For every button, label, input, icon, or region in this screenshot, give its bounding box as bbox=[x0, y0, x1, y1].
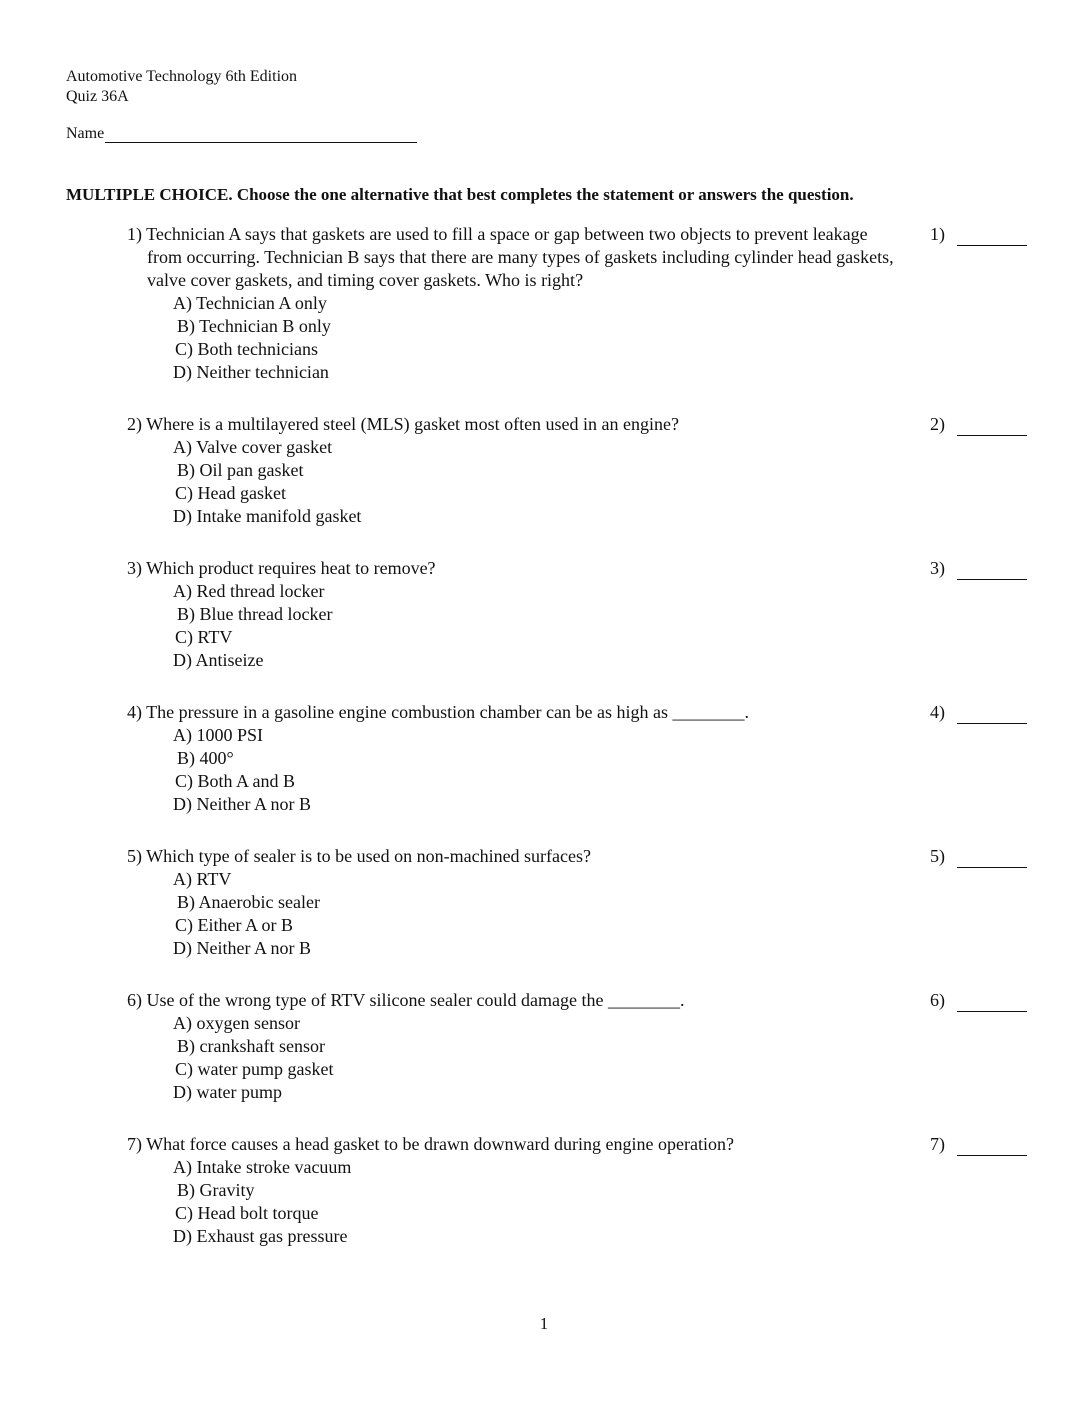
answer-label: 2) bbox=[930, 414, 945, 434]
answer-blank[interactable] bbox=[957, 561, 1027, 580]
answer-blank[interactable] bbox=[957, 705, 1027, 724]
answer-blank[interactable] bbox=[957, 849, 1027, 868]
question-3 bbox=[127, 557, 1067, 672]
question-stem: 1) Technician A says that gaskets are used to fill a space or gap between two objects to prevent leakage from occurring. Technician B says that there are many types of gaskets including cylinder head gaskets, valve cover gaskets, and timing cover gaskets. Who is right? bbox=[127, 224, 894, 290]
answer-slot bbox=[930, 845, 1027, 868]
option-b: B) Blue thread locker bbox=[177, 604, 333, 624]
answer-slot bbox=[930, 701, 1027, 724]
option-a: A) Valve cover gasket bbox=[173, 437, 333, 457]
option-d: D) Neither A nor B bbox=[173, 794, 311, 814]
answer-label: 4) bbox=[930, 702, 945, 722]
answer-slot bbox=[930, 223, 1027, 246]
answer-blank[interactable] bbox=[957, 227, 1027, 246]
option-d: D) water pump bbox=[173, 1082, 282, 1102]
question-7 bbox=[127, 1133, 1067, 1248]
answer-blank[interactable] bbox=[957, 417, 1027, 436]
name-label: Name bbox=[66, 125, 105, 142]
option-d: D) Intake manifold gasket bbox=[173, 506, 362, 526]
option-b: B) crankshaft sensor bbox=[177, 1036, 325, 1056]
option-b: B) Technician B only bbox=[177, 316, 331, 336]
question-stem: 4) The pressure in a gasoline engine combustion chamber can be as high as ________. bbox=[127, 702, 750, 722]
option-b: B) Gravity bbox=[177, 1180, 255, 1200]
answer-slot bbox=[930, 989, 1027, 1012]
option-d: D) Antiseize bbox=[173, 650, 264, 670]
option-d: D) Exhaust gas pressure bbox=[173, 1226, 348, 1246]
course-title: Automotive Technology 6th Edition bbox=[66, 68, 298, 85]
option-d: D) Neither A nor B bbox=[173, 938, 311, 958]
option-a: A) 1000 PSI bbox=[173, 725, 264, 745]
option-c: C) Either A or B bbox=[175, 915, 293, 935]
options-list bbox=[173, 1156, 1067, 1248]
name-blank[interactable] bbox=[105, 126, 417, 143]
option-a: A) Technician A only bbox=[173, 293, 327, 313]
option-c: C) water pump gasket bbox=[175, 1059, 334, 1079]
option-a: A) RTV bbox=[173, 869, 232, 889]
option-c: C) RTV bbox=[175, 627, 233, 647]
answer-blank[interactable] bbox=[957, 993, 1027, 1012]
answer-slot bbox=[930, 1133, 1027, 1156]
question-stem: 6) Use of the wrong type of RTV silicone sealer could damage the ________. bbox=[127, 990, 685, 1010]
options-list bbox=[173, 292, 1067, 384]
option-c: C) Both A and B bbox=[175, 771, 296, 791]
options-list bbox=[173, 436, 1067, 528]
name-field bbox=[66, 125, 417, 143]
answer-label: 1) bbox=[930, 224, 945, 244]
question-stem: 5) Which type of sealer is to be used on non-machined surfaces? bbox=[127, 846, 592, 866]
answer-slot bbox=[930, 557, 1027, 580]
question-stem: 3) Which product requires heat to remove? bbox=[127, 558, 436, 578]
page-number: 1 bbox=[539, 1314, 549, 1333]
option-c: C) Both technicians bbox=[175, 339, 318, 359]
answer-slot bbox=[930, 413, 1027, 436]
question-4 bbox=[127, 701, 1067, 816]
answer-label: 7) bbox=[930, 1134, 945, 1154]
answer-label: 3) bbox=[930, 558, 945, 578]
answer-blank[interactable] bbox=[957, 1137, 1027, 1156]
option-a: A) Red thread locker bbox=[173, 581, 325, 601]
option-c: C) Head bolt torque bbox=[175, 1203, 319, 1223]
question-5 bbox=[127, 845, 1067, 960]
option-a: A) Intake stroke vacuum bbox=[173, 1157, 352, 1177]
option-b: B) Anaerobic sealer bbox=[177, 892, 320, 912]
option-c: C) Head gasket bbox=[175, 483, 286, 503]
options-list bbox=[173, 868, 1067, 960]
option-b: B) Oil pan gasket bbox=[177, 460, 304, 480]
question-2 bbox=[127, 413, 1067, 528]
options-list bbox=[173, 724, 1067, 816]
question-6 bbox=[127, 989, 1067, 1104]
quiz-title: Quiz 36A bbox=[66, 88, 129, 105]
option-d: D) Neither technician bbox=[173, 362, 329, 382]
answer-label: 5) bbox=[930, 846, 945, 866]
question-1 bbox=[127, 223, 1067, 384]
question-stem: 2) Where is a multilayered steel (MLS) gasket most often used in an engine? bbox=[127, 414, 680, 434]
instructions: MULTIPLE CHOICE. Choose the one alternative that best completes the statement or answers the question. bbox=[66, 185, 854, 204]
options-list bbox=[173, 580, 1067, 672]
option-a: A) oxygen sensor bbox=[173, 1013, 300, 1033]
answer-label: 6) bbox=[930, 990, 945, 1010]
option-b: B) 400° bbox=[177, 748, 234, 768]
options-list bbox=[173, 1012, 1067, 1104]
question-stem: 7) What force causes a head gasket to be drawn downward during engine operation? bbox=[127, 1134, 734, 1154]
